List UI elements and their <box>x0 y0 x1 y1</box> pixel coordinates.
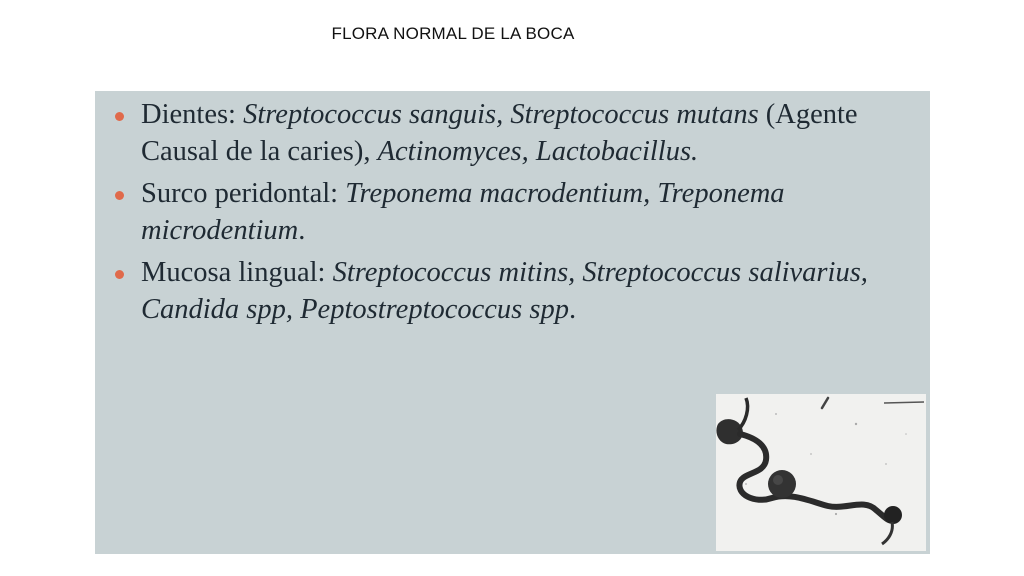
bullet-dot-icon <box>115 191 124 200</box>
bullet-species: Streptococcus sanguis, Streptococcus mutans <box>243 99 759 130</box>
bullet-note: (Agente Causal de la caries), <box>141 99 858 167</box>
bullet-surco-peridontal <box>113 176 903 249</box>
bullet-label: Mucosa lingual: <box>141 257 333 288</box>
micrograph-drawing <box>716 394 926 551</box>
bullet-label: Dientes: <box>141 99 244 130</box>
bullet-species: Streptococcus mitins, Streptococcus salivarius, Candida spp, Peptostreptococcus spp <box>141 257 868 325</box>
slide-title: FLORA NORMAL DE LA BOCA <box>331 24 575 43</box>
content-panel <box>95 91 930 554</box>
bullet-end: . <box>298 214 306 246</box>
bullet-label: Surco peridontal: <box>141 178 346 209</box>
micrograph-image <box>716 394 926 551</box>
bullet-dot-icon <box>115 112 124 121</box>
bullet-species-extra: Actinomyces, Lactobacillus. <box>377 135 699 167</box>
bullet-dot-icon <box>115 270 124 279</box>
bullet-list <box>113 97 903 334</box>
bullet-dientes <box>113 97 903 170</box>
bullet-end: . <box>569 293 577 325</box>
bullet-mucosa-lingual <box>113 255 903 328</box>
bullet-species: Treponema macrodentium, Treponema microdentium <box>141 178 785 246</box>
